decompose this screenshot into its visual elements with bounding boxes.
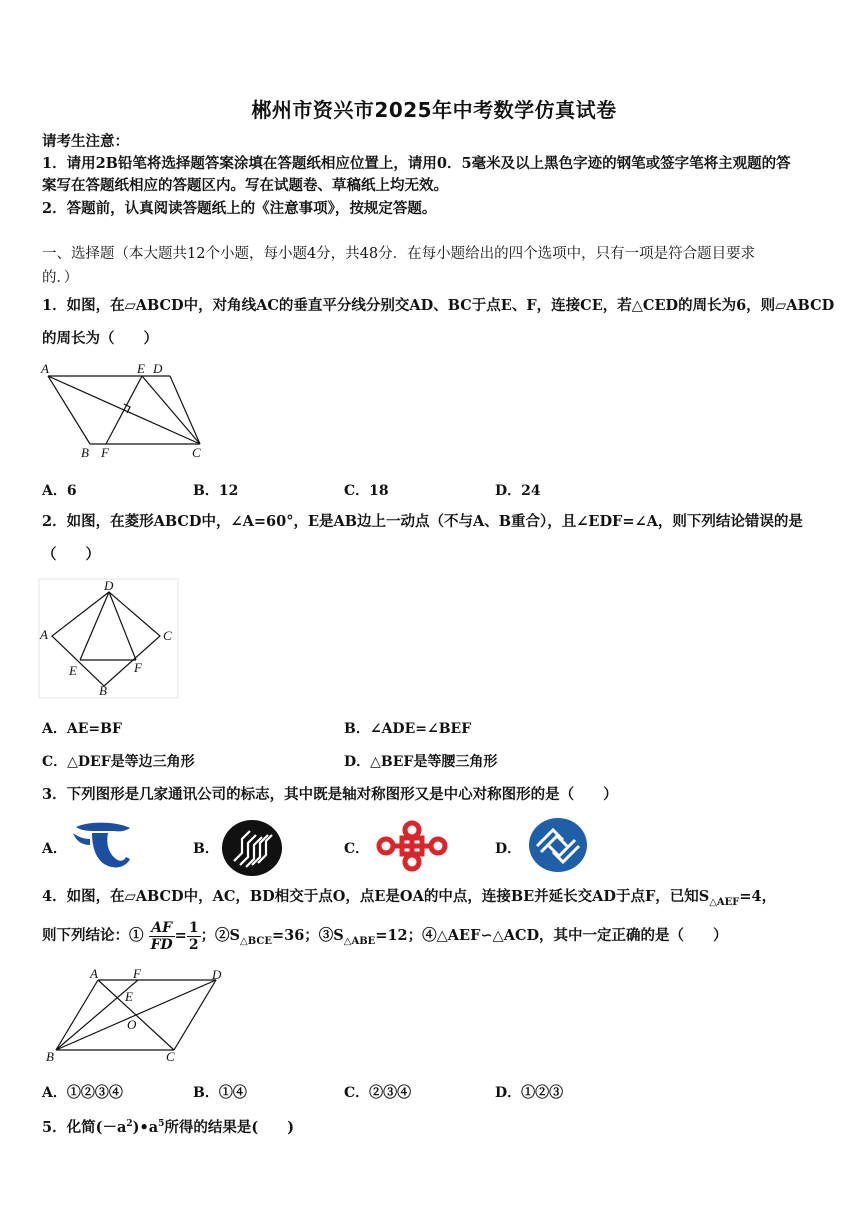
q5-sup-2: 5 [158, 1119, 165, 1129]
q4-conc-prefix: 则下列结论：① [42, 927, 144, 944]
q1-parallelogram-figure [38, 358, 210, 464]
q4-conclusions [42, 918, 728, 960]
notice-line-2: 2．答题前，认真阅读答题纸上的《注意事项》，按规定答题。 [42, 200, 437, 217]
q5-stem-mid: )•a [132, 1118, 159, 1136]
china-unicom-logo-icon [374, 820, 450, 872]
q2-label-b: B [99, 683, 107, 698]
q5-stem-end: 所得的结果是( ) [164, 1118, 295, 1136]
q1-label-d: D [153, 361, 163, 376]
q4-c3-end: =12；④△AEF∽△ACD，其中一定正确的是（ ） [375, 927, 728, 944]
china-telecom-logo-icon [68, 819, 138, 871]
q4-fraction-af-fd [149, 920, 175, 953]
q1-option-d[interactable]: D．24 [495, 483, 541, 499]
q4-stem-a [42, 887, 776, 913]
q3-option-b[interactable]: B． [193, 841, 219, 857]
page-title: 郴州市资兴市2025年中考数学仿真试卷 [251, 98, 617, 122]
q4-c3-sub: △ABE [343, 935, 376, 947]
q4-label-b: B [46, 1049, 54, 1064]
china-mobile-logo-icon [527, 816, 589, 874]
notice-line-1b: 案写在答题纸相应的答题区内。写在试题卷、草稿纸上均无效。 [42, 177, 448, 194]
q4-c2-prefix: ；②S [200, 927, 241, 944]
q2-option-d[interactable]: D．△BEF是等腰三角形 [344, 754, 498, 770]
q4-frac2-den: 2 [188, 936, 199, 953]
q2-label-e: E [69, 663, 77, 678]
q4-label-o: O [127, 1017, 137, 1032]
q3-option-c[interactable]: C． [344, 841, 370, 857]
q4-label-f: F [133, 966, 141, 981]
q4-parallelogram-figure [42, 964, 232, 1068]
q2-label-c: C [163, 628, 172, 643]
q2-option-c[interactable]: C．△DEF是等边三角形 [42, 754, 195, 770]
china-tietong-logo-icon [220, 819, 284, 877]
q1-stem-a: 1．如图，在▱ABCD中，对角线AC的垂直平分线分别交AD、BC于点E、F，连接CE，若△CED的周长为6，则▱ABCD [42, 297, 835, 314]
section-heading-b: 的．） [42, 270, 79, 286]
q2-option-a[interactable]: A．AE=BF [42, 721, 122, 737]
q3-option-a[interactable]: A． [42, 841, 67, 857]
q1-option-a[interactable]: A．6 [42, 483, 77, 499]
q2-option-b[interactable]: B．∠ADE=∠BEF [344, 721, 472, 737]
q4-option-c[interactable]: C．②③④ [344, 1085, 412, 1101]
q1-label-a: A [41, 361, 49, 376]
q3-stem: 3．下列图形是几家通讯公司的标志，其中既是轴对称图形又是中心对称图形的是（ ） [42, 786, 618, 803]
q4-c2-sub: △BCE [240, 935, 272, 947]
q1-stem-b: 的周长为（ ） [42, 330, 158, 347]
q2-stem-b: （ ） [42, 546, 100, 563]
q2-stem-a: 2．如图，在菱形ABCD中，∠A=60°，E是AB边上一动点（不与A、B重合），且∠EDF=∠A，则下列结论错误的是 [42, 513, 803, 530]
q2-label-f: F [134, 660, 142, 675]
q4-eq: = [174, 927, 187, 944]
q4-option-b[interactable]: B．①④ [193, 1085, 247, 1101]
q4-label-a: A [90, 966, 98, 981]
q4-frac1-num: AF [149, 920, 175, 937]
q4-c2-end: =36；③S [271, 927, 344, 944]
q4-frac1-den: FD [150, 936, 173, 953]
q4-frac2-num: 1 [188, 919, 199, 936]
q4-option-a[interactable]: A．①②③④ [42, 1085, 123, 1101]
q4-fraction-half [187, 920, 201, 953]
q1-option-c[interactable]: C．18 [344, 483, 389, 499]
notice-line-1a: 1．请用2B铅笔将选择题答案涂填在答题纸相应位置上，请用0．5毫米及以上黑色字迹的钢笔或签字笔将主观题的答 [42, 155, 791, 172]
q4-label-e: E [125, 989, 133, 1004]
q2-label-a: A [40, 627, 48, 642]
q4-stem-a-text: 4．如图，在▱ABCD中，AC，BD相交于点O，点E是OA的中点，连接BE并延长交AD于点F，已知S [42, 888, 710, 905]
notice-heading: 请考生注意： [42, 133, 129, 150]
q4-label-c: C [166, 1049, 175, 1064]
q1-option-b[interactable]: B．12 [193, 483, 239, 499]
q4-label-d: D [212, 967, 222, 982]
q2-label-d: D [104, 578, 114, 593]
q5-stem-pre: 5．化简(－a [42, 1118, 127, 1136]
q1-label-e: E [137, 361, 145, 376]
q4-stem-a-end: =4， [739, 888, 777, 905]
q5-sup-1: 2 [126, 1119, 133, 1129]
q4-stem-a-sub: △AEF [709, 896, 740, 908]
q1-label-b: B [81, 445, 89, 460]
q5-stem [42, 1114, 294, 1138]
section-heading-a: 一、选择题（本大题共12个小题，每小题4分，共48分．在每小题给出的四个选项中，只有一项是符合题目要求 [42, 246, 756, 262]
q3-option-d[interactable]: D． [495, 841, 522, 857]
q2-rhombus-figure [38, 578, 180, 700]
q1-label-f: F [101, 445, 109, 460]
q1-label-c: C [192, 445, 201, 460]
q4-option-d[interactable]: D．①②③ [495, 1085, 564, 1101]
